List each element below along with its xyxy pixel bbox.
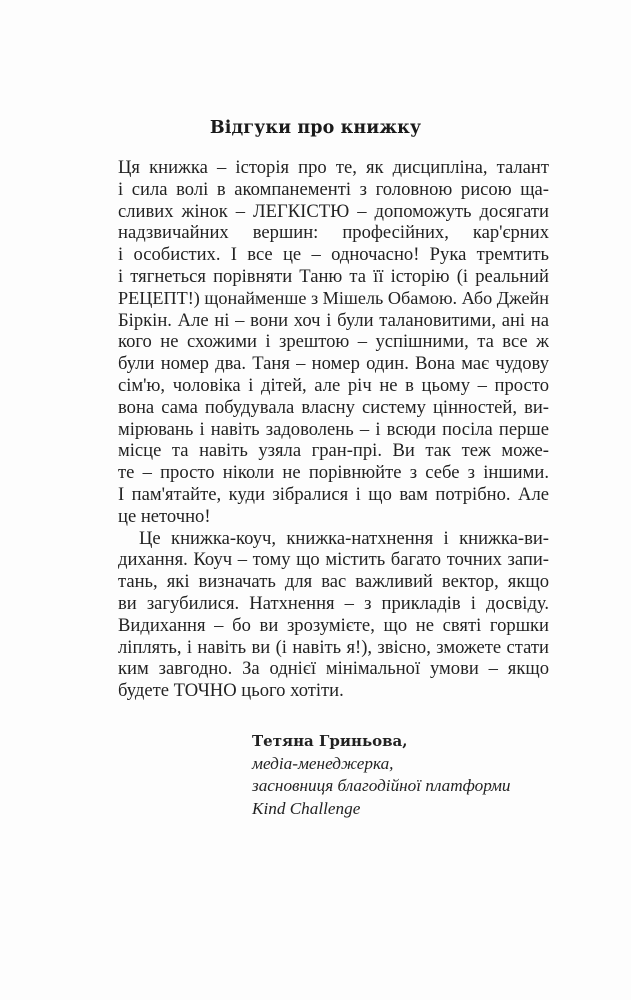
signature-block (252, 730, 511, 820)
text-line: Біркін. Але ні – вони хоч і були талановитими, ані на (118, 309, 549, 331)
text-line: і тягнеться порівняти Таню та її історію (і реальний (118, 265, 549, 287)
text-line: і особистих. І все це – одночасно! Рука тремтить (118, 244, 549, 266)
text-line: будете ТОЧНО цього хотіти. (118, 680, 344, 702)
text-line: вона сама побудувала власну систему цінностей, ви- (118, 396, 549, 418)
author-affiliation: засновниця благодійної платформи (252, 776, 511, 795)
text-line: кого не схожими і зрештою – успішними, та все ж (118, 331, 549, 353)
text-line: місце та навіть узяла гран-прі. Ви так теж може- (118, 440, 549, 462)
author-name: Тетяна Гриньова, (252, 732, 408, 750)
page-title: Відгуки про книжку (209, 118, 422, 138)
text-line: мірювань і навіть задоволень – і всюди посіла перше (118, 418, 549, 440)
author-role: медіа-менеджерка, (252, 753, 394, 773)
text-line: сім'ю, чоловіка і дітей, але річ не в цьому – просто (118, 374, 549, 396)
text-line: ліплять, і навіть ви (і навіть я!), звісно, зможете стати (118, 636, 549, 658)
text-line: дихання. Коуч – тому що містить багато точних запи- (118, 549, 549, 571)
text-line: Ця книжка – історія про те, як дисципліна, талант (118, 157, 549, 178)
text-line: те – просто ніколи не порівнюйте з себе з іншими. (118, 462, 549, 484)
paragraph-1 (118, 157, 549, 528)
text-line: І пам'ятайте, куди зібралися і що вам потрібно. Але (118, 483, 549, 505)
text-line: це неточно! (118, 505, 211, 527)
text-line: ким завгодно. За однієї мінімальної умови – якщо (118, 658, 549, 680)
author-organization: Kind Challenge (252, 798, 361, 818)
text-line: тань, які визначать для вас важливий вектор, якщо (118, 571, 549, 593)
text-line: і сила волі в акомпанементі з головною рисою ща- (118, 178, 549, 200)
review-body (118, 157, 549, 702)
text-line: Це книжка-коуч, книжка-натхнення і книжка-ви- (139, 527, 549, 549)
text-line: Видихання – бо ви зрозумієте, що не святі горшки (118, 614, 549, 636)
text-line: надзвичайних вершин: професійних, кар'єрних (118, 222, 549, 244)
text-line: РЕЦЕПТ!) щонайменше з Мішель Обамою. Або Джейн (118, 287, 549, 308)
text-line: були номер два. Таня – номер один. Вона має чудову (118, 353, 549, 375)
text-line: сливих жінок – ЛЕГКІСТЮ – допоможуть досягати (118, 200, 549, 222)
paragraph-2 (118, 528, 549, 702)
text-line: ви загубилися. Натхнення – з прикладів і досвіду. (118, 592, 549, 614)
